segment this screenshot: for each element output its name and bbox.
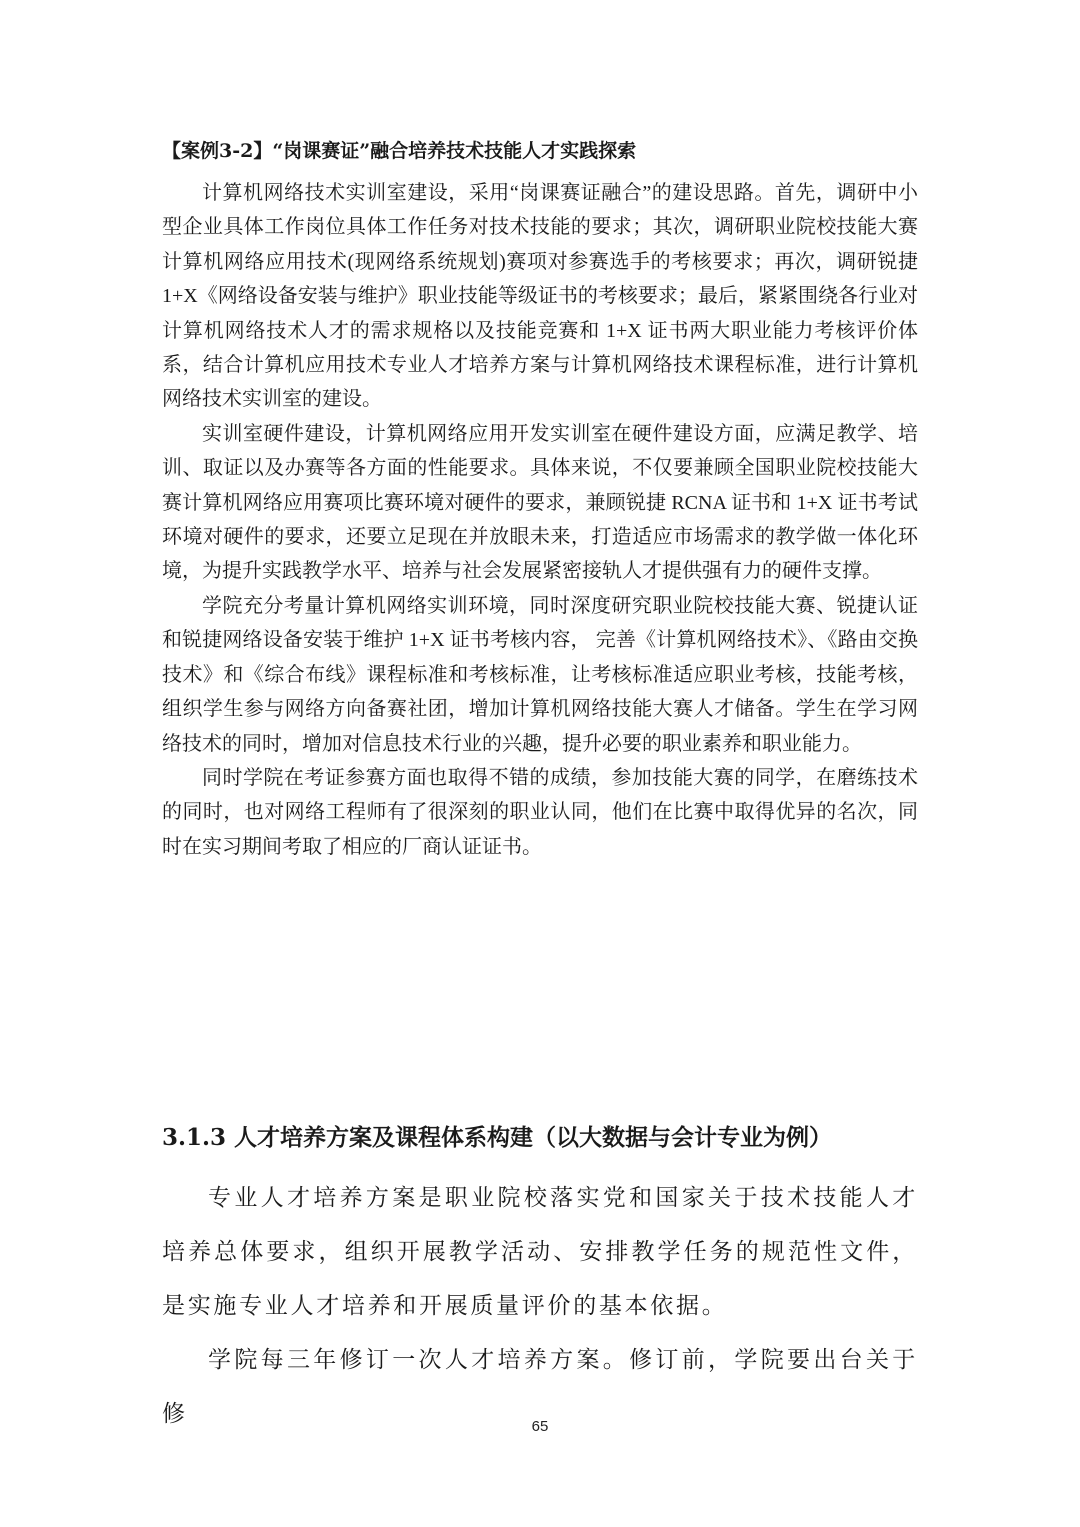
page-number: 65 — [531, 1418, 549, 1435]
case-paragraph-2: 实训室硬件建设，计算机网络应用开发实训室在硬件建设方面，应满足教学、培训、取证以及办赛等各方面的性能要求。具体来说，不仅要兼顾全国职业院校技能大赛计算机网络应用赛项比赛环境对硬件的要求，兼顾锐捷 RCNA 证书和 1+X 证书考试环境对硬件的要求，还要立足现在并放眼未来，打造适应市场需求的教学做一体化环境，为提升实践教学水平、培养与社会发展紧密接轨人才提供强有力的硬件支撑。 — [162, 422, 918, 583]
case-body — [162, 176, 918, 864]
section-paragraph-1: 专业人才培养方案是职业院校落实党和国家关于技术技能人才培养总体要求，组织开展教学活动、安排教学任务的规范性文件，是实施专业人才培养和开展质量评价的基本依据。 — [162, 1185, 918, 1318]
section-heading: 3.1.3 人才培养方案及课程体系构建（以大数据与会计专业为例） — [162, 1124, 833, 1151]
case-paragraph-4: 同时学院在考证参赛方面也取得不错的成绩，参加技能大赛的同学，在磨练技术的同时，也对网络工程师有了很深刻的职业认同，他们在比赛中取得优异的名次，同时在实习期间考取了相应的厂商认证证书。 — [162, 766, 918, 858]
section-body — [162, 1171, 918, 1441]
case-paragraph-3: 学院充分考量计算机网络实训环境，同时深度研究职业院校技能大赛、锐捷认证和锐捷网络设备安装于维护 1+X 证书考核内容， 完善《计算机网络技术》、《路由交换技术》和《综合布线》课程标准和考核标准，让考核标准适应职业考核，技能考核，组织学生参与网络方向备赛社团，增加计算机网络技能大赛人才储备。学生在学习网络技术的同时，增加对信息技术行业的兴趣，提升必要的职业素养和职业能力。 — [162, 594, 918, 755]
case-title: 【案例3-2】“岗课赛证”融合培养技术技能人才实践探索 — [162, 140, 637, 162]
section-paragraph-2: 学院每三年修订一次人才培养方案。修订前，学院要出台关于修 — [162, 1347, 918, 1426]
case-paragraph-1: 计算机网络技术实训室建设，采用“岗课赛证融合”的建设思路。首先，调研中小型企业具体工作岗位具体工作任务对技术技能的要求；其次，调研职业院校技能大赛计算机网络应用技术(现网络系统规划)赛项对参赛选手的考核要求；再次，调研锐捷 1+X《网络设备安装与维护》职业技能等级证书的考核要求；最后，紧紧围绕各行业对计算机网络技术人才的需求规格以及技能竞赛和 1+X 证书两大职业能力考核评价体系，结合计算机应用技术专业人才培养方案与计算机网络技术课程标准，进行计算机网络技术实训室的建设。 — [162, 182, 918, 411]
